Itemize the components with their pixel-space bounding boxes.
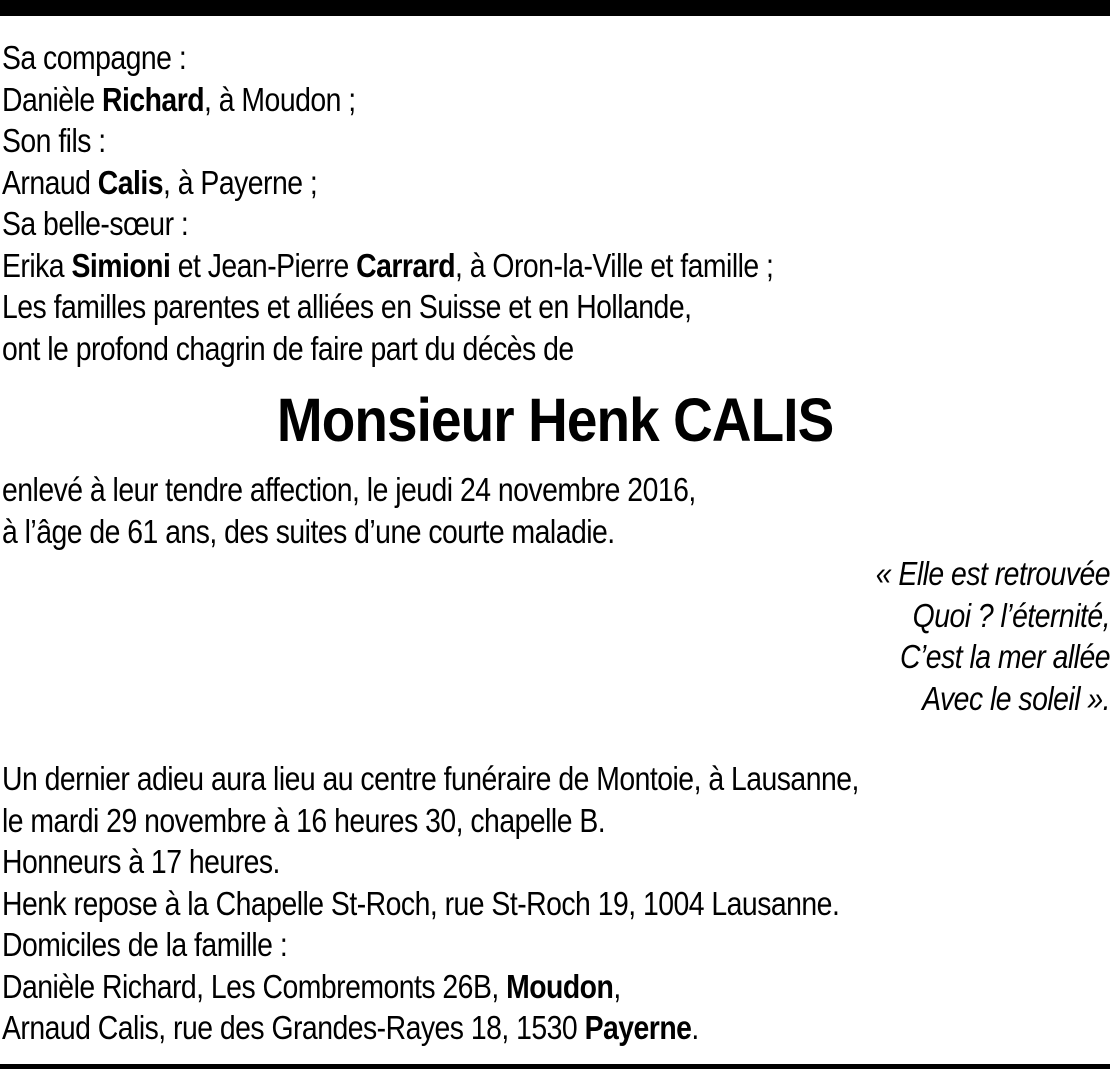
ceremony-section <box>2 758 948 1049</box>
bottom-rule <box>0 1064 1110 1069</box>
family-relatives: Les familles parentes et alliées en Suisse et en Hollande, <box>2 288 692 325</box>
deceased-name: Monsieur Henk CALIS <box>276 386 834 454</box>
announcement-intro: ont le profond chagrin de faire part du décès de <box>2 329 574 367</box>
surname-carrard: Carrard <box>356 246 456 284</box>
poem-quote <box>594 553 1110 719</box>
death-age-line: à l’âge de 61 ans, des suites d’une courte maladie. <box>2 512 615 550</box>
city-payerne: Payerne <box>584 1009 692 1046</box>
city-moudon: Moudon <box>506 967 614 1005</box>
poem-line: « Elle est retrouvée <box>875 555 1110 592</box>
family-section <box>2 37 948 369</box>
address-moudon: Danièle Richard, Les Combremonts 26B, Moudon, <box>2 967 621 1005</box>
surname-calis: Calis <box>97 163 164 201</box>
death-date-line: enlevé à leur tendre affection, le jeudi 24 novembre 2016, <box>2 471 696 508</box>
family-member-son: Arnaud Calis, à Payerne ; <box>2 163 318 201</box>
ceremony-datetime: le mardi 29 novembre à 16 heures 30, chapelle B. <box>2 801 606 839</box>
family-addresses-label: Domiciles de la famille : <box>2 926 288 963</box>
honours-time: Honneurs à 17 heures. <box>2 843 280 880</box>
family-member-sister-in-law: Erika Simioni et Jean-Pierre Carrard, à Oron-la-Ville et famille ; <box>2 246 774 284</box>
poem-line: C’est la mer allée <box>900 638 1110 675</box>
address-payerne: Arnaud Calis, rue des Grandes-Rayes 18, 1530 Payerne. <box>2 1009 699 1046</box>
poem-line: Avec le soleil ». <box>922 679 1110 717</box>
family-label-son: Son fils : <box>2 122 106 159</box>
top-rule <box>0 0 1110 16</box>
ceremony-location: Un dernier adieu aura lieu au centre funéraire de Montoie, à Lausanne, <box>2 760 859 797</box>
poem-line: Quoi ? l’éternité, <box>912 596 1110 634</box>
family-member-partner: Danièle Richard, à Moudon ; <box>2 80 356 118</box>
family-label-partner: Sa compagne : <box>2 39 187 76</box>
death-details <box>2 469 948 552</box>
surname-richard: Richard <box>102 80 205 118</box>
surname-simioni: Simioni <box>71 246 171 284</box>
resting-place: Henk repose à la Chapelle St-Roch, rue St-Roch 19, 1004 Lausanne. <box>2 884 840 922</box>
family-label-sister-in-law: Sa belle-sœur : <box>2 205 189 242</box>
